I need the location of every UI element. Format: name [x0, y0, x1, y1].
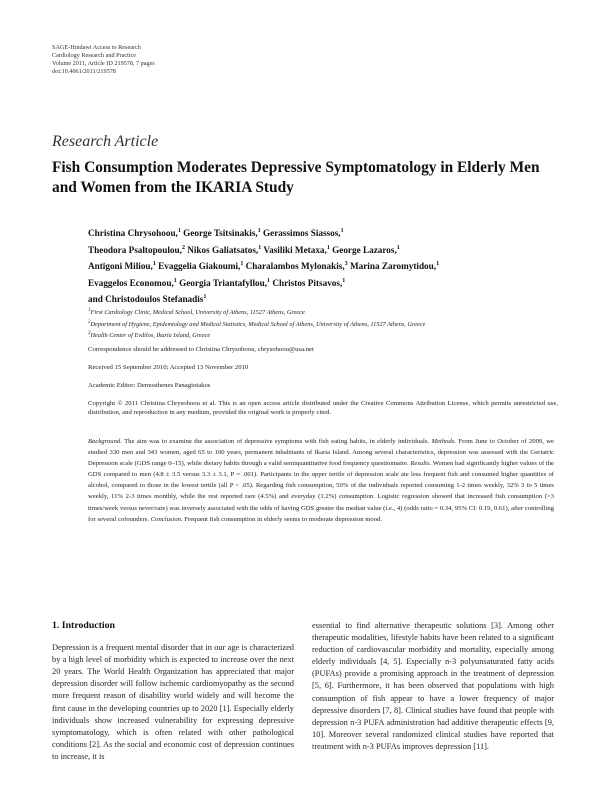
academic-editor: Academic Editor: Demosthenes Panagiotakos: [88, 382, 211, 389]
abstract-background-label: Background.: [88, 438, 122, 445]
abstract-conclusion: Frequent fish consumption in elderly seems to moderate depression mood.: [182, 515, 382, 523]
abstract-methods-label: Methods.: [431, 438, 457, 445]
affiliation: $^2$Department of Hygiene, Epidemiology and Medical Statistics, Medical School of Athens, University of Athens, 11527 Athens, Greece: [88, 319, 426, 328]
affiliation: $^1$First Cardiology Clinic, Medical School, University of Athens, 11527 Athens, Greece: [88, 308, 305, 317]
author: Nikos Galiatsatos,$^1$: [187, 244, 262, 255]
affiliations: [88, 306, 558, 341]
author: Vasiliki Metaxa,$^1$: [263, 244, 330, 255]
copyright-notice: Copyright © 2011 Christina Chrysohoou et al. This is an open access article distributed under the Creative Commons Attribution License, which permits unrestricted use, distribution, and reproduction in any medium, provided the original work is properly cited.: [88, 400, 558, 416]
author: Antigoni Miliou,$^1$: [88, 261, 156, 272]
abstract-results: Women had significantly higher values of the GDS compared to men (4.8 ± 3.5 versus 3.3 ± 3.1, P = .001). Participants in the upper tertile of depression scale ate less frequent fish and consumed higher quantities of alcohol, compared to those in the lowest tertile (all P < .05). Regarding fish consumption, 50% of the individuals reported consuming 1-2 times weekly, 32% 3 to 5 times weekly, 11% 2-3 times monthly, while the rest reported rare (4.5%) and everyday (1.2%) consumption. Logistic regression showed that increased fish consumption (>3 times/week versus never/rare) was inversely associated with the odds of having GDS greater the median value (i.e., 4) (odds ratio = 0.34, 95% CI: 0.19, 0.61), after controlling for several cofounders.: [88, 460, 554, 523]
article-type: Research Article: [52, 133, 159, 150]
author: and Christodoulos Stefanadis$^1$: [88, 294, 207, 305]
section-heading: 1. Introduction: [52, 620, 115, 631]
body-column-left: [52, 620, 294, 763]
author: George Tsitsinakis,$^1$: [183, 228, 261, 239]
article-title: Fish Consumption Moderates Depressive Symptomatology in Elderly Men and Women from the IKARIA Study: [52, 159, 540, 196]
abstract-conclusion-label: Conclusion.: [150, 515, 183, 523]
abstract-methods: From June to October of 2009, we studied 330 men and 343 women, aged 65 to 100 years, permanent inhabitants of Ikaria Island. Among several characteristics, depression was assessed with the Geriatric Depression scale (GDS range 0–15), while dietary habits through a valid semiquantitative food frequency questionnaire.: [88, 438, 555, 468]
affiliation: $^3$Health Center of Evdilos, Ikaria Island, Greece: [88, 331, 211, 340]
abstract-background: The aim was to examine the association of depressive symptoms with fish eating habits, in elderly individuals.: [121, 438, 432, 445]
body-column-right: [312, 620, 554, 753]
journal-header: [52, 44, 155, 76]
journal-line: Cardiology Research and Practice: [52, 52, 137, 60]
publisher-line: SAGE-Hindawi Access to Research: [52, 44, 141, 51]
body-paragraph: essential to find alternative therapeutic solutions [3]. Among other therapeutic modalities, lifestyle habits have been related to a significant reduction of cardiovascular morbidity and mortality, especially among elderly individuals [4, 5]. Especially n-3 polyunsaturated fatty acids (PUFAs) provide a promising approach in the treatment of depression [5, 6]. Furthermore, it has been observed that populations with high consumption of fish appear to have a lower frequency of major depressive disorders [7, 8]. Clinical studies have found that people with depression n-3 PUFA administration had additive therapeutic effects [9, 10]. Moreover several randomized clinical studies have reported that treatment with n-3 PUFAs improves depression [11].: [312, 621, 554, 751]
author: Evaggelia Giakoumi,$^1$: [158, 261, 244, 272]
author: Evaggelos Economou,$^1$: [88, 277, 177, 288]
abstract-results-label: Results.: [410, 460, 432, 468]
author: George Lazaros,$^1$: [332, 244, 400, 255]
received-dates: Received 15 September 2010; Accepted 13 November 2010: [88, 364, 249, 371]
author: Georgia Triantafyllou,$^1$: [179, 277, 271, 288]
author: Theodora Psaltopoulou,$^2$: [88, 244, 185, 255]
doi-line[interactable]: doi:10.4061/2011/219578: [52, 68, 116, 76]
author-list: [88, 224, 558, 307]
author: Marina Zaromytidou,$^1$: [349, 261, 440, 272]
body-paragraph: Depression is a frequent mental disorder that in our age is characterized by a high level of morbidity which is expected to increase over the next 20 years. The World Health Organization has appreciated that major depression disorder will follow ischemic cardiomyopathy as the second more frequent reason of disability world widely and will become the first cause in the developing countries up to 2020 [1]. Especially elderly individuals show increased vulnerability for expressing depressive symptomatology, which is often related with other pathological conditions [2]. As the social and economic cost of depression continues to increase, it is: [52, 643, 294, 761]
correspondence: Correspondence should be addressed to Christina Chrysohoou, chrysohoou@usa.net: [88, 346, 314, 353]
abstract: [88, 436, 554, 525]
author: Charalambos Mylonakis,$^3$: [245, 261, 348, 272]
author: Christina Chrysohoou,$^1$: [88, 228, 181, 239]
author: Gerassimos Siassos,$^1$: [263, 228, 344, 239]
volume-line: Volume 2011, Article ID 219578, 7 pages: [52, 60, 155, 68]
author: Christos Pitsavos,$^1$: [272, 277, 346, 288]
